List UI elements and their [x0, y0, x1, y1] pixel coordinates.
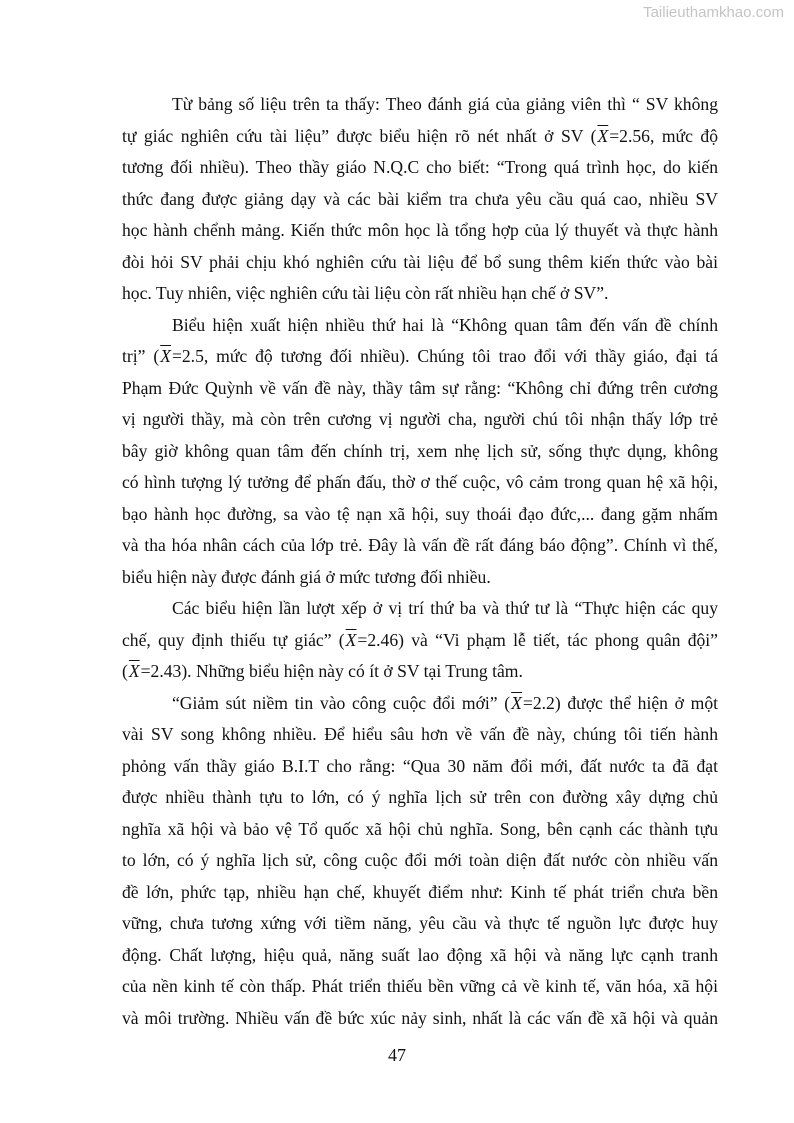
- mean-symbol: $\overline{X}$: [128, 661, 140, 681]
- text-segment: chế, quy định thiếu tự giác” (: [122, 629, 345, 650]
- text-line: Biểu hiện xuất hiện nhiều thứ hai là “Không quan tâm đến vấn đề chính: [172, 314, 718, 335]
- text-segment: “Giảm sút niềm tin vào công cuộc đổi mới” (: [172, 692, 511, 713]
- mean-symbol: $\overline{X}$: [345, 629, 357, 650]
- text-line: đề lớn, phức tạp, nhiều hạn chế, khuyết điểm như: Kinh tế phát triển chưa bền: [122, 881, 718, 902]
- text-segment: =2.56, mức độ: [609, 125, 718, 146]
- text-segment: =2.46) và “Vi phạm lễ tiết, tác phong quân đội”: [357, 629, 718, 650]
- text-line: được nhiều thành tựu to lớn, có ý nghĩa lịch sử trên con đường xây dựng chủ: [122, 787, 718, 807]
- text-line: của nền kinh tế còn thấp. Phát triển thiếu bền vững cả về kinh tế, văn hóa, xã hội: [122, 976, 718, 996]
- text-line: có hình tượng lý tưởng để phấn đấu, thờ ơ thế cuộc, vô cảm trong quan hệ xã hội,: [122, 472, 718, 492]
- text-line: bạo hành học đường, sa vào tệ nạn xã hội, suy thoái đạo đức,... đang gặm nhấm: [122, 503, 718, 524]
- text-segment: =2.43). Những biểu hiện này có ít ở SV tại Trung tâm.: [140, 661, 523, 681]
- text-line: to lớn, có ý nghĩa lịch sử, công cuộc đổi mới toàn diện đất nước còn nhiều vấn: [122, 850, 718, 870]
- mean-symbol: $\overline{X}$: [160, 346, 171, 366]
- text-line: học. Tuy nhiên, việc nghiên cứu tài liệu còn rất nhiều hạn chế ở SV”.: [122, 283, 609, 303]
- text-line: động. Chất lượng, hiệu quả, năng suất lao động xã hội và năng lực cạnh tranh: [122, 944, 718, 965]
- text-line: phỏng vấn thầy giáo B.I.T cho rằng: “Qua 30 năm đổi mới, đất nước ta đã đạt: [122, 755, 718, 776]
- text-line: và môi trường. Nhiều vấn đề bức xúc nảy sinh, nhất là các vấn đề xã hội và quản: [122, 1007, 718, 1028]
- text-line: Các biểu hiện lần lượt xếp ở vị trí thứ ba và thứ tư là “Thực hiện các quy: [172, 598, 718, 618]
- text-segment: tự giác nghiên cứu tài liệu” được biểu hiện rõ nét nhất ở SV (: [122, 125, 597, 146]
- text-line: thức đang được giảng dạy và các bài kiểm tra chưa yêu cầu quá cao, nhiều SV: [122, 188, 718, 209]
- mean-symbol: $\overline{X}$: [511, 692, 522, 713]
- document-body: [122, 89, 718, 1034]
- text-segment: (: [122, 661, 128, 681]
- page-number: 47: [388, 1045, 406, 1065]
- text-line: [122, 688, 718, 720]
- text-line: [122, 341, 718, 373]
- text-line: và tha hóa nhân cách của lớp trẻ. Đây là vấn đề rất đáng báo động”. Chính vì thế,: [122, 535, 718, 555]
- text-line: vị người thầy, mà còn trên cương vị người cha, người chú tôi nhận thấy lớp trẻ: [122, 409, 718, 429]
- text-line: đòi hỏi SV phải chịu khó nghiên cứu tài liệu để bổ sung thêm kiến thức vào bài: [122, 251, 718, 272]
- text-line: [122, 121, 718, 153]
- watermark: Tailieuthamkhao.com: [643, 4, 784, 21]
- text-line: vững, chưa tương xứng với tiềm năng, yêu cầu và thực tế nguồn lực được huy: [122, 913, 718, 933]
- text-line: học hành chểnh mảng. Kiến thức môn học là tổng hợp của lý thuyết và thực hành: [122, 220, 718, 240]
- text-line: vài SV song không nhiều. Để hiểu sâu hơn về vấn đề này, chúng tôi tiến hành: [122, 724, 718, 744]
- text-line: bây giờ không quan tâm đến chính trị, xem nhẹ lịch sử, sống thực dụng, không: [122, 440, 718, 461]
- text-line: biểu hiện này được đánh giá ở mức tương đối nhiều.: [122, 566, 491, 587]
- text-segment: =2.5, mức độ tương đối nhiều). Chúng tôi trao đổi với thầy giáo, đại tá: [171, 346, 719, 366]
- text-line: tương đối nhiều). Theo thầy giáo N.Q.C cho biết: “Trong quá trình học, do kiến: [122, 157, 718, 177]
- text-line: [122, 656, 718, 688]
- text-line: nghĩa xã hội và bảo vệ Tổ quốc xã hội chủ nghĩa. Song, bên cạnh các thành tựu: [122, 818, 718, 839]
- text-segment: =2.2) được thể hiện ở một: [522, 692, 719, 713]
- mean-symbol: $\overline{X}$: [597, 125, 609, 146]
- text-segment: trị” (: [122, 346, 160, 366]
- text-line: [122, 625, 718, 657]
- text-line: Từ bảng số liệu trên ta thấy: Theo đánh giá của giảng viên thì “ SV không: [172, 94, 718, 114]
- text-line: Phạm Đức Quỳnh về vấn đề này, thầy tâm sự rằng: “Không chỉ đứng trên cương: [122, 377, 718, 398]
